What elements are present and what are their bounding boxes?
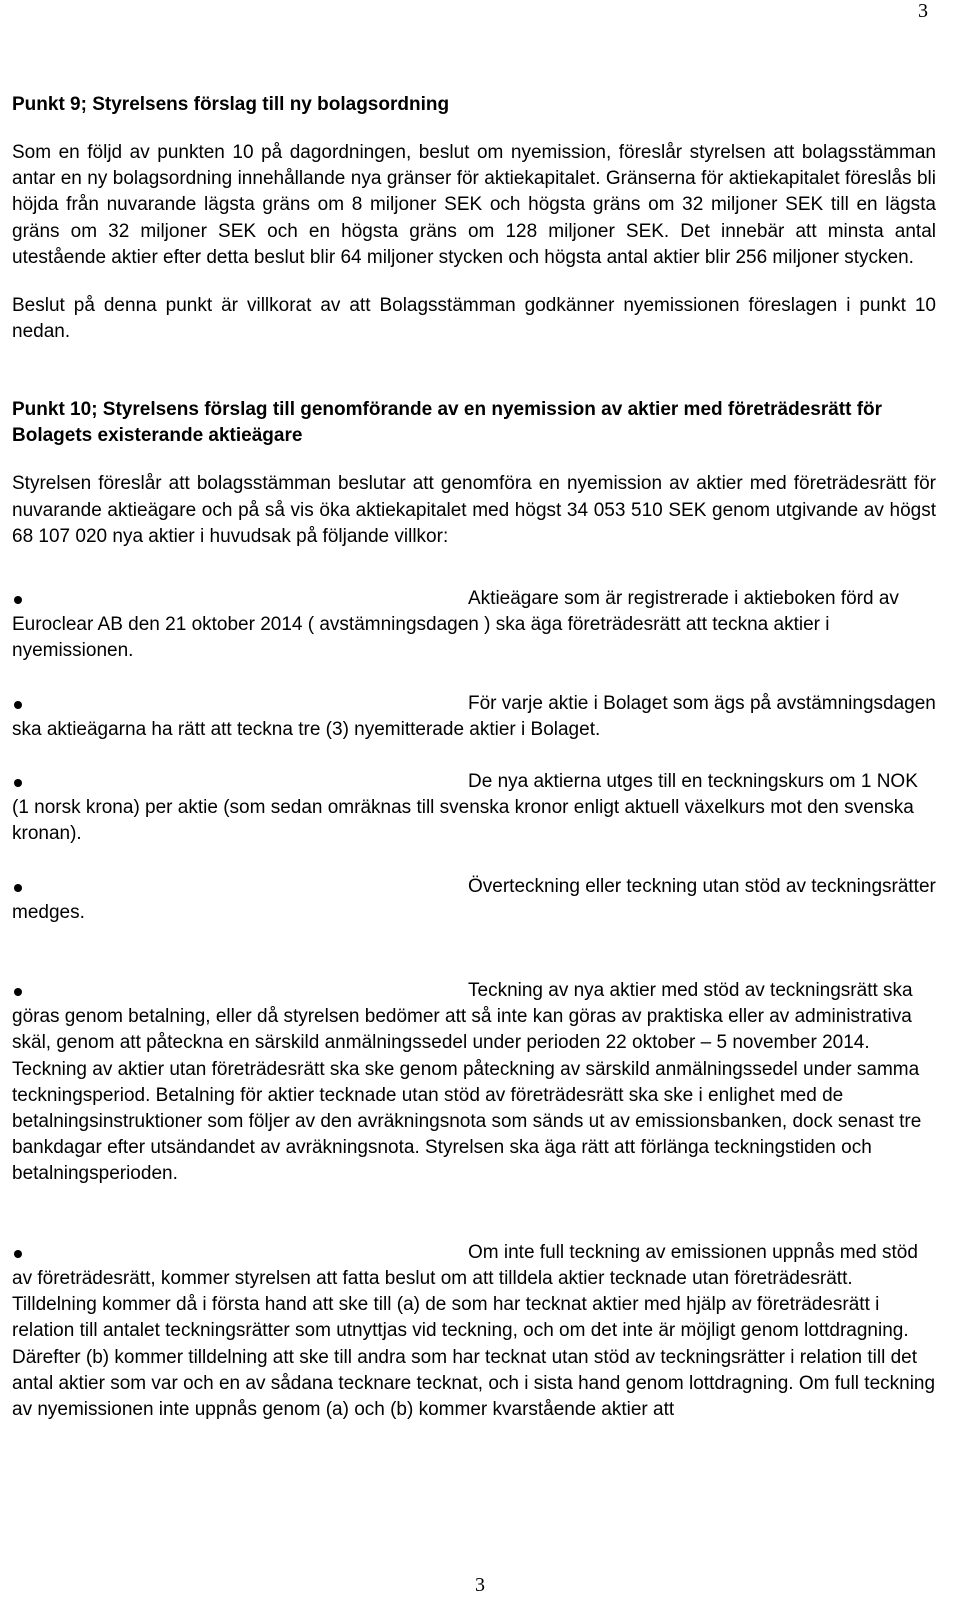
page-content [12, 92, 936, 1423]
bullet-icon [14, 779, 22, 787]
bullet-icon [14, 988, 22, 996]
list-item [12, 586, 936, 665]
bullet-icon [14, 701, 22, 709]
section-10-paragraph-1: Styrelsen föreslår att bolagsstämman beslutar att genomföra en nyemission av aktier med företrädesrätt för nuvarande aktieägare och på så vis öka aktiekapitalet med högst 34 053 510 SEK genom utgivande av högst 68 107 020 nya aktier i huvudsak på följande villkor: [12, 473, 936, 547]
list-item [12, 1240, 936, 1423]
section-9-heading: Punkt 9; Styrelsens förslag till ny bolagsordning [12, 94, 450, 115]
page-number-bottom: 3 [475, 1574, 485, 1596]
section-10-heading: Punkt 10; Styrelsens förslag till genomförande av en nyemission av aktier med företrädesrätt för Bolagets existerande aktieägare [12, 399, 883, 447]
list-item-text: Om inte full teckning av emissionen uppnås med stöd av företrädesrätt, kommer styrelsen att fatta beslut om att tilldela aktier tecknade utan företrädesrätt. Tilldelning kommer då i första hand att ske till (a) de som har tecknat aktier med hjälp av företrädesrätt i relation till antalet teckningsrätter som utnyttjas vid teckning, och om det inte är möjligt genom lottdragning. Därefter (b) kommer tilldelning att ske till andra som har tecknat utan stöd av teckningsrätter i relation till det antal aktier som var och en av sådana tecknare tecknat, och i sista hand genom lottdragning. Om full teckning av nyemissionen inte uppnås genom (a) och (b) kommer kvarstående aktier att [12, 1241, 936, 1420]
section-9-paragraph-1: Som en följd av punkten 10 på dagordningen, beslut om nyemission, föreslår styrelsen att bolagsstämman antar en ny bolagsordning innehållande nya gränser för aktiekapitalet. Gränserna för aktiekapitalet föreslås bli höjda från nuvarande lägsta gräns om 8 miljoner SEK och högsta gräns om 32 miljoner SEK till en lägsta gräns om 32 miljoner SEK och en högsta gräns om 128 miljoner SEK. Det innebär att minsta antal utestående aktier efter detta beslut blir 64 miljoner stycken och högsta antal aktier blir 256 miljoner stycken. [12, 142, 936, 268]
list-item [12, 691, 936, 743]
list-item-text: Överteckning eller teckning utan stöd av teckningsrätter medges. [12, 875, 936, 923]
list-item [12, 769, 936, 848]
list-item-text: Aktieägare som är registrerade i aktieboken förd av Euroclear AB den 21 oktober 2014 ( avstämningsdagen ) ska äga företrädesrätt att teckna aktier i nyemissionen. [12, 588, 899, 662]
list-item [12, 978, 936, 1188]
bullet-icon [14, 1250, 22, 1258]
list-item-text: För varje aktie i Bolaget som ägs på avstämningsdagen ska aktieägarna ha rätt att teckna tre (3) nyemitterade aktier i Bolaget. [12, 692, 936, 740]
list-item [12, 874, 936, 926]
bullet-icon [14, 596, 22, 604]
list-item-text: Teckning av nya aktier med stöd av teckningsrätt ska göras genom betalning, eller då styrelsen bedömer att så inte kan göras av praktiska eller av administrativa skäl, genom att påteckna en särskild anmälningssedel under perioden 22 oktober – 5 november 2014. Teckning av aktier utan företrädesrätt ska ske genom påteckning av särskild anmälningssedel under samma teckningsperiod. Betalning för aktier tecknade utan stöd av företrädesrätt ska ske i enlighet med de betalningsinstruktioner som följer av den avräkningsnota som sänds ut av emissionsbanken, dock senast tre bankdagar efter utsändandet av avräkningsnota. Styrelsen ska äga rätt att förlänga teckningstiden och betalningsperioden. [12, 980, 922, 1185]
section-9-paragraph-2: Beslut på denna punkt är villkorat av att Bolagsstämman godkänner nyemissionen föreslagen i punkt 10 nedan. [12, 295, 936, 343]
list-item-text: De nya aktierna utges till en teckningskurs om 1 NOK (1 norsk krona) per aktie (som sedan omräknas till svenska kronor enligt aktuell växelkurs mot den svenska kronan). [12, 771, 918, 845]
bullet-icon [14, 884, 22, 892]
page-number-top: 3 [918, 0, 928, 22]
